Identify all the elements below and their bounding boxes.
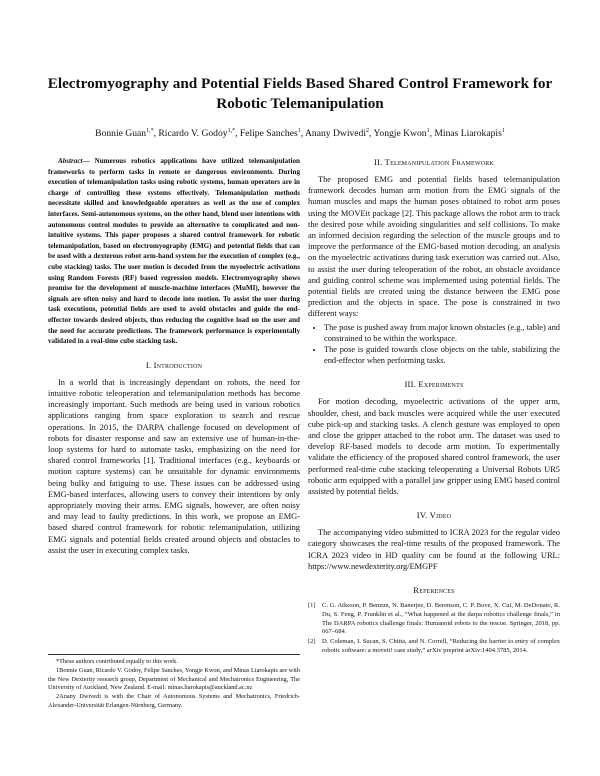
author: Anany Dwivedi$^2$	[304, 128, 369, 140]
reference-item	[308, 638, 560, 656]
author-list: Bonnie Guan$^{1,*}$, Ricardo V. Godoy$^{1,*}$, Felipe Sanches$^1$, Anany Dwivedi$^2$, Yongje Kwon$^1$, Minas Liarokapis$^1$	[95, 128, 505, 140]
reference-item	[308, 602, 560, 637]
section-heading-framework: II. Telemanipulation Framework	[373, 157, 495, 167]
footnote: 2Anany Dwivedi is with the Chair of Autonomous Systems and Mechatronics, Friedrich-Alexander-Universität Erlangen-Nürnberg, Germany.	[48, 693, 300, 709]
list-item: • The pose is pushed away from major known obstacles (e.g., table) and constrained to be within the workspace.	[324, 322, 560, 344]
abstract	[48, 156, 300, 347]
reference-text: D. Coleman, I. Sucan, S. Chitta, and N. Correll, “Reducing the barrier to entry of complex robotic software: a moveit! case study,” arXiv preprint arXiv:1404.3785, 2014.	[322, 638, 560, 655]
constraint-list	[308, 322, 560, 367]
author: Yongje Kwon$^1$	[373, 128, 430, 140]
footnote: 1Bonnie Guan, Ricardo V. Godoy, Felipe Sanches, Yongje Kwon, and Minas Liarokapis are with the New Dexterity research group, Department of Mechanical and Mechatronics Engineering, The University of Auckland, New Zealand. E-mail: minas.liarokapis@auckland.ac.nz	[48, 666, 300, 692]
reference-list	[308, 602, 560, 656]
author: Felipe Sanches$^1$	[239, 128, 301, 140]
right-column	[308, 156, 560, 657]
section-heading-experiments: III. Experiments	[404, 379, 464, 390]
footnotes	[48, 654, 300, 711]
author: Ricardo V. Godoy$^{1,*}$	[158, 128, 236, 140]
list-item: • The pose is guided towards close objects on the table, stabilizing the end-effector when performing tasks.	[324, 344, 560, 366]
section-heading-video: IV. Video	[416, 510, 452, 521]
abstract-lead: Abstract	[58, 157, 83, 165]
section-heading-introduction: I. Introduction	[145, 359, 203, 370]
reference-text: C. G. Atkeson, P. Benzun, N. Banerjee, D. Berenson, C. P. Bove, X. Cui, M. DeDonato, R. Du, S. Feng, P. Franklin et al., “What happened at the darpa robotics challenge finals,” in The DARPA robotics challenge finals: Humanoid robots to the rescue. Springer, 2018, pp. 667–684.	[322, 602, 560, 636]
video-text: The accompanying video submitted to ICRA 2023 for the regular video category showcases the real-time results of the proposed framework. The ICRA 2023 video in HD quality can be found at the following URL: https://www.newdexterity.org/EMGPF	[308, 528, 560, 571]
reference-number: [1]	[308, 602, 316, 610]
framework-text: The proposed EMG and potential fields based telemanipulation framework decodes human arm motion from the EMG signals of the human muscles and maps the human poses obtained to robot arm poses using the MOVEit package [2]. This package allows the robot arm to track the desired pose while avoiding singularities and self collisions. To make an informed decision regarding the selection of the muscle groups and to improve the performance of the EMG-based motion decoding, an analysis on the myoelectric activations during task execution was carried out. Also, to assist the user during teleoperation of the robot, an obstacle avoidance and guiding control scheme was implemented using potential fields. The potential fields are created using the distance between the EMG pose prediction and the objects in space. The pose is constrained in two different ways:	[308, 175, 560, 319]
paper-title: Electromyography and Potential Fields Based Shared Control Framework for Robotic Telemanipulation	[47, 75, 553, 112]
author: Bonnie Guan$^{1,*}$	[95, 128, 154, 140]
footnote: *These authors contributed equally to this work.	[56, 658, 178, 665]
reference-number: [2]	[308, 638, 316, 646]
left-column	[48, 156, 300, 556]
abstract-text: — Numerous robotics applications have utilized telemanipulation frameworks to perform tasks in remote or dangerous environments. During execution of telemanipulation tasks using robotic systems, human operators are in charge of controlling these systems effectively. Telemanipulation methods necessitate skilled and knowledgeable operators as well as the use of complex interfaces. Semi-autonomous systems, on the other hand, blend user intentions with autonomous control modules to provide an alternative to complicated and non-intuitive systems. This paper proposes a shared control framework for robotic telemanipulation, based on electromyography (EMG) and potential fields that can be used with a dexterous robot arm-hand system for the execution of complex (e.g., cube stacking) tasks. The user motion is decoded from the myoelectric activations using Random Forests (RF) based regression models. Electromyography shows promise for the development of muscle-machine interfaces (MuMI), however the signals are often noisy and hard to decode into motion. To assist the user during task executions, potential fields are used to avoid obstacles and guide the end-effector towards desired objects, thus reducing the cognitive load on the user and the need for accurate predictions. The framework performance is experimentally validated in a real-time cube stacking task.	[48, 157, 300, 346]
experiments-text: For motion decoding, myoelectric activations of the upper arm, shoulder, chest, and back muscles were acquired while the user executed cube pick-up and stacking tasks. A clench gesture was employed to open and close the gripper attached to the robot arm. The dataset was used to develop RF-based models to decode arm motion. To experimentally validate the efficiency of the proposed shared control framework, the user performed real-time cube stacking teleoperating a Universal Robots UR5 robotic arm equipped with a parallel jaw gripper using EMG based control assisted by potential fields.	[308, 397, 560, 497]
author: Minas Liarokapis$^1$	[434, 128, 505, 140]
section-heading-references: References	[413, 585, 455, 596]
introduction-text: In a world that is increasingly dependant on robots, the need for intuitive robotic teleoperation and telemanipulation methods has become increasingly important. Such methods are being used in various robotics applications ranging from space exploration to search and rescue operations. In 2015, the DARPA challenge focused on development of robots for disaster response and saw an extensive use of human-in-the-loop systems for hard to automate tasks, emphasizing on the need for shared control frameworks [1]. Traditional interfaces (e.g., keyboards or motion capture systems) can be unsuitable for dynamic environments being bulky and fatiguing to use. These issues can be addressed using EMG-based interfaces, allowing users to convey their intentions by only appropriately moving their arms. EMG signals, however, are often noisy and may lead to faulty predictions. In this work, we propose an EMG-based shared control framework for robotic telemanipulation, utilizing EMG signals and potential fields created around objects and obstacles to assist the user in executing complex tasks.	[48, 377, 300, 555]
